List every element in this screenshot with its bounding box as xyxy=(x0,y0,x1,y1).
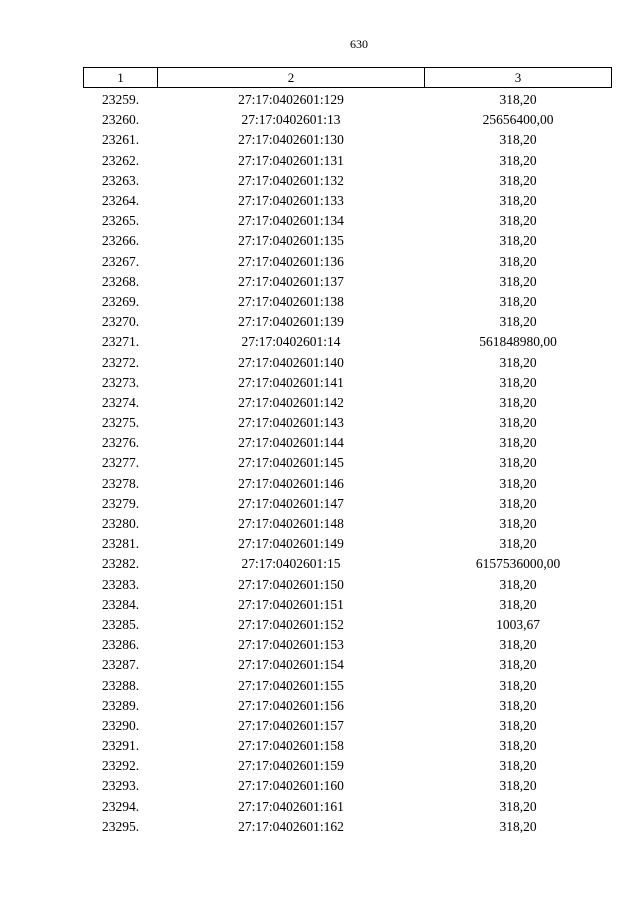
value-cell: 318,20 xyxy=(499,657,537,673)
table-row xyxy=(84,352,612,372)
column-header-1: 1 xyxy=(84,68,158,88)
table-row xyxy=(84,211,612,231)
row-number-cell: 23276. xyxy=(101,435,140,451)
value-cell: 318,20 xyxy=(499,394,537,410)
value-cell: 318,20 xyxy=(499,253,537,269)
row-number-cell: 23275. xyxy=(101,415,140,431)
row-number-cell: 23265. xyxy=(101,213,140,229)
table-row xyxy=(84,151,612,171)
table-row xyxy=(84,110,612,130)
cadastral-number-cell: 27:17:0402601:144 xyxy=(238,435,344,451)
page-number: 630 xyxy=(350,37,368,51)
cadastral-number-cell: 27:17:0402601:147 xyxy=(238,495,344,511)
table-row xyxy=(84,413,612,433)
table-row xyxy=(84,534,612,554)
value-cell: 318,20 xyxy=(499,717,537,733)
cadastral-number-cell: 27:17:0402601:149 xyxy=(238,536,344,552)
row-number-cell: 23282. xyxy=(101,556,140,572)
table-row xyxy=(84,171,612,191)
table-row xyxy=(84,312,612,332)
table-row xyxy=(84,716,612,736)
cadastral-number-cell: 27:17:0402601:150 xyxy=(238,576,344,592)
value-cell: 318,20 xyxy=(499,152,537,168)
cadastral-number-cell: 27:17:0402601:137 xyxy=(238,273,344,289)
value-cell: 318,20 xyxy=(499,314,537,330)
value-cell: 318,20 xyxy=(499,233,537,249)
table-row xyxy=(84,696,612,716)
cadastral-number-cell: 27:17:0402601:158 xyxy=(238,738,344,754)
value-cell: 6157536000,00 xyxy=(475,556,561,572)
cadastral-number-cell: 27:17:0402601:134 xyxy=(238,213,344,229)
row-number-cell: 23279. xyxy=(101,495,140,511)
row-number-cell: 23286. xyxy=(101,637,140,653)
row-number-cell: 23267. xyxy=(101,253,140,269)
cadastral-number-cell: 27:17:0402601:135 xyxy=(238,233,344,249)
row-number-cell: 23281. xyxy=(101,536,140,552)
table-row xyxy=(84,292,612,312)
cadastral-number-cell: 27:17:0402601:160 xyxy=(238,778,344,794)
row-number-cell: 23269. xyxy=(101,293,140,309)
cadastral-value-table xyxy=(83,67,612,837)
value-cell: 318,20 xyxy=(499,172,537,188)
table-row xyxy=(84,514,612,534)
value-cell: 318,20 xyxy=(499,435,537,451)
table-row xyxy=(84,332,612,352)
row-number-cell: 23278. xyxy=(101,475,140,491)
row-number-cell: 23271. xyxy=(101,334,140,350)
cadastral-number-cell: 27:17:0402601:155 xyxy=(238,677,344,693)
table-row xyxy=(84,615,612,635)
table-row xyxy=(84,474,612,494)
value-cell: 318,20 xyxy=(499,677,537,693)
table-row xyxy=(84,494,612,514)
value-cell: 318,20 xyxy=(499,273,537,289)
value-cell: 318,20 xyxy=(499,536,537,552)
cadastral-number-cell: 27:17:0402601:138 xyxy=(238,293,344,309)
row-number-cell: 23295. xyxy=(101,818,140,834)
table-row xyxy=(84,776,612,796)
cadastral-number-cell: 27:17:0402601:142 xyxy=(238,394,344,410)
row-number-cell: 23264. xyxy=(101,193,140,209)
table-row xyxy=(84,88,612,111)
table-body xyxy=(84,88,612,837)
table-row xyxy=(84,635,612,655)
row-number-cell: 23268. xyxy=(101,273,140,289)
cadastral-number-cell: 27:17:0402601:162 xyxy=(238,818,344,834)
value-cell: 318,20 xyxy=(499,132,537,148)
cadastral-number-cell: 27:17:0402601:145 xyxy=(238,455,344,471)
row-number-cell: 23263. xyxy=(101,172,140,188)
table-header-row xyxy=(84,68,612,88)
cadastral-number-cell: 27:17:0402601:132 xyxy=(238,172,344,188)
value-cell: 318,20 xyxy=(499,475,537,491)
table-row xyxy=(84,393,612,413)
value-cell: 318,20 xyxy=(499,354,537,370)
value-cell: 318,20 xyxy=(499,818,537,834)
value-cell: 318,20 xyxy=(499,415,537,431)
cadastral-number-cell: 27:17:0402601:140 xyxy=(238,354,344,370)
cadastral-number-cell: 27:17:0402601:141 xyxy=(238,374,344,390)
row-number-cell: 23293. xyxy=(101,778,140,794)
row-number-cell: 23260. xyxy=(101,112,140,128)
value-cell: 318,20 xyxy=(499,576,537,592)
cadastral-number-cell: 27:17:0402601:161 xyxy=(238,798,344,814)
row-number-cell: 23274. xyxy=(101,394,140,410)
row-number-cell: 23259. xyxy=(101,92,140,108)
cadastral-number-cell: 27:17:0402601:15 xyxy=(241,556,341,572)
row-number-cell: 23285. xyxy=(101,616,140,632)
row-number-cell: 23273. xyxy=(101,374,140,390)
row-number-cell: 23287. xyxy=(101,657,140,673)
cadastral-number-cell: 27:17:0402601:14 xyxy=(241,334,341,350)
table-row xyxy=(84,231,612,251)
value-cell: 318,20 xyxy=(499,455,537,471)
value-cell: 318,20 xyxy=(499,293,537,309)
table-row xyxy=(84,675,612,695)
value-cell: 318,20 xyxy=(499,374,537,390)
cadastral-number-cell: 27:17:0402601:151 xyxy=(238,596,344,612)
cadastral-number-cell: 27:17:0402601:157 xyxy=(238,717,344,733)
value-cell: 318,20 xyxy=(499,193,537,209)
table-row xyxy=(84,736,612,756)
value-cell: 25656400,00 xyxy=(482,112,554,128)
cadastral-number-cell: 27:17:0402601:152 xyxy=(238,616,344,632)
value-cell: 1003,67 xyxy=(496,616,540,632)
row-number-cell: 23290. xyxy=(101,717,140,733)
cadastral-number-cell: 27:17:0402601:148 xyxy=(238,516,344,532)
table-row xyxy=(84,797,612,817)
table-row xyxy=(84,817,612,837)
row-number-cell: 23272. xyxy=(101,354,140,370)
value-cell: 561848980,00 xyxy=(479,334,557,350)
cadastral-number-cell: 27:17:0402601:146 xyxy=(238,475,344,491)
row-number-cell: 23280. xyxy=(101,516,140,532)
cadastral-number-cell: 27:17:0402601:143 xyxy=(238,415,344,431)
cadastral-number-cell: 27:17:0402601:154 xyxy=(238,657,344,673)
cadastral-number-cell: 27:17:0402601:136 xyxy=(238,253,344,269)
table-row xyxy=(84,595,612,615)
value-cell: 318,20 xyxy=(499,778,537,794)
cadastral-number-cell: 27:17:0402601:133 xyxy=(238,193,344,209)
value-cell: 318,20 xyxy=(499,213,537,229)
column-header-3: 3 xyxy=(425,68,612,88)
table-row xyxy=(84,252,612,272)
column-header-2: 2 xyxy=(158,68,425,88)
table-row xyxy=(84,575,612,595)
value-cell: 318,20 xyxy=(499,516,537,532)
value-cell: 318,20 xyxy=(499,697,537,713)
table-row xyxy=(84,373,612,393)
row-number-cell: 23266. xyxy=(101,233,140,249)
value-cell: 318,20 xyxy=(499,495,537,511)
table-row xyxy=(84,655,612,675)
table-row xyxy=(84,191,612,211)
table-row xyxy=(84,272,612,292)
row-number-cell: 23288. xyxy=(101,677,140,693)
cadastral-number-cell: 27:17:0402601:131 xyxy=(238,152,344,168)
cadastral-number-cell: 27:17:0402601:130 xyxy=(238,132,344,148)
cadastral-number-cell: 27:17:0402601:153 xyxy=(238,637,344,653)
row-number-cell: 23294. xyxy=(101,798,140,814)
table-row xyxy=(84,433,612,453)
cadastral-number-cell: 27:17:0402601:13 xyxy=(241,112,341,128)
table-row xyxy=(84,554,612,574)
cadastral-number-cell: 27:17:0402601:156 xyxy=(238,697,344,713)
row-number-cell: 23291. xyxy=(101,738,140,754)
cadastral-number-cell: 27:17:0402601:129 xyxy=(238,92,344,108)
value-cell: 318,20 xyxy=(499,92,537,108)
table-row xyxy=(84,130,612,150)
row-number-cell: 23284. xyxy=(101,596,140,612)
cadastral-number-cell: 27:17:0402601:139 xyxy=(238,314,344,330)
row-number-cell: 23283. xyxy=(101,576,140,592)
table-row xyxy=(84,756,612,776)
row-number-cell: 23270. xyxy=(101,314,140,330)
table-row xyxy=(84,453,612,473)
cadastral-number-cell: 27:17:0402601:159 xyxy=(238,758,344,774)
row-number-cell: 23277. xyxy=(101,455,140,471)
value-cell: 318,20 xyxy=(499,758,537,774)
row-number-cell: 23261. xyxy=(101,132,140,148)
row-number-cell: 23289. xyxy=(101,697,140,713)
row-number-cell: 23292. xyxy=(101,758,140,774)
value-cell: 318,20 xyxy=(499,738,537,754)
value-cell: 318,20 xyxy=(499,596,537,612)
value-cell: 318,20 xyxy=(499,637,537,653)
row-number-cell: 23262. xyxy=(101,152,140,168)
value-cell: 318,20 xyxy=(499,798,537,814)
